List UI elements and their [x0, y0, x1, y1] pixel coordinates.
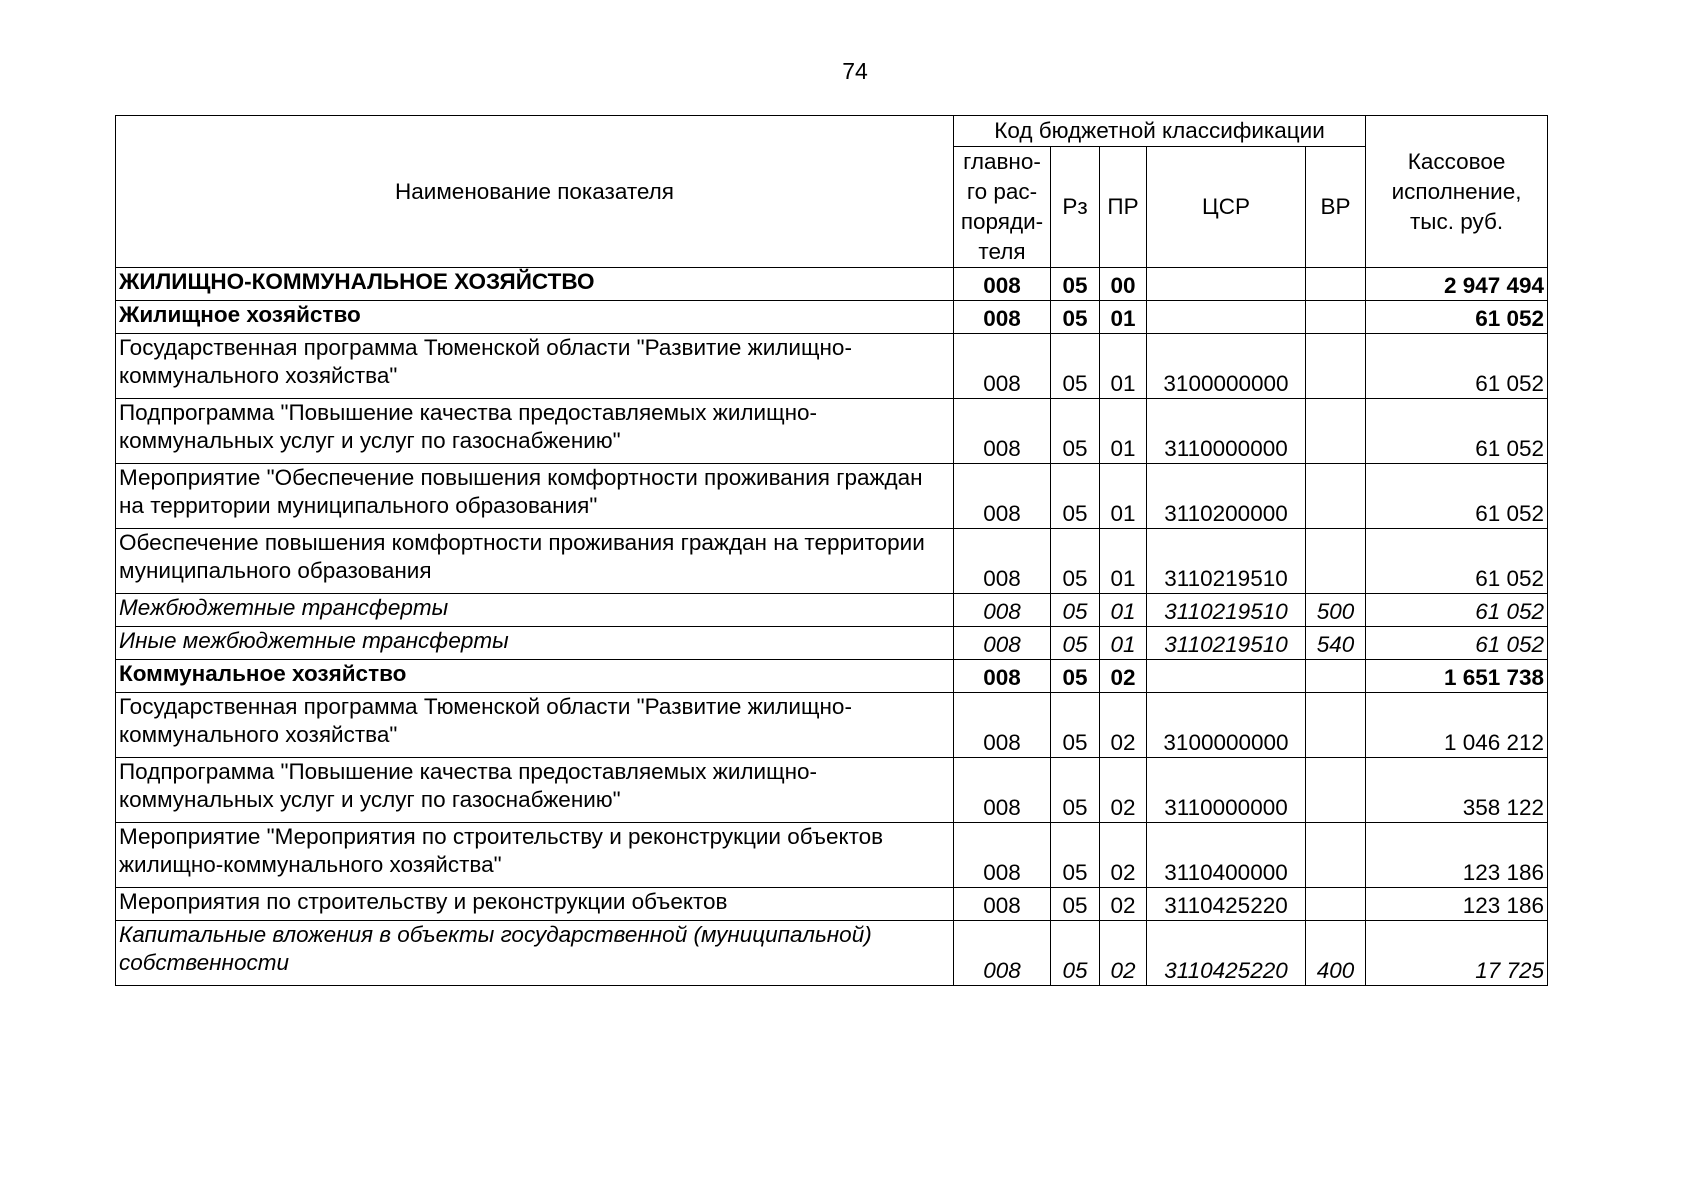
cell-sum: 61 052: [1366, 334, 1548, 399]
cell-name: Межбюджетные трансферты: [116, 594, 954, 627]
cell-rz: 05: [1051, 464, 1100, 529]
cell-sum: 17 725: [1366, 921, 1548, 986]
cell-csr: [1147, 301, 1306, 334]
table-row: [116, 627, 1548, 660]
cell-csr: 3110425220: [1147, 888, 1306, 921]
cell-gr: 008: [954, 399, 1051, 464]
cell-pr: 01: [1100, 399, 1147, 464]
cell-name: Мероприятие "Мероприятия по строительству и реконструкции объектов жилищно-коммунального хозяйства": [116, 823, 954, 888]
cell-sum: 61 052: [1366, 529, 1548, 594]
cell-vr: [1306, 268, 1366, 301]
cell-vr: [1306, 301, 1366, 334]
table-row: [116, 301, 1548, 334]
cell-pr: 01: [1100, 627, 1147, 660]
cell-gr: 008: [954, 268, 1051, 301]
table-row: [116, 268, 1548, 301]
cell-pr: 02: [1100, 693, 1147, 758]
table-body: [116, 268, 1548, 986]
header-rz: Рз: [1051, 147, 1100, 268]
header-sum: [1366, 116, 1548, 268]
cell-gr: 008: [954, 823, 1051, 888]
cell-vr: [1306, 888, 1366, 921]
cell-rz: 05: [1051, 921, 1100, 986]
cell-gr: 008: [954, 334, 1051, 399]
table-row: [116, 660, 1548, 693]
cell-vr: [1306, 758, 1366, 823]
cell-name: Коммунальное хозяйство: [116, 660, 954, 693]
cell-name: Подпрограмма "Повышение качества предоставляемых жилищно-коммунальных услуг и услуг по газоснабжению": [116, 758, 954, 823]
cell-csr: 3100000000: [1147, 334, 1306, 399]
cell-rz: 05: [1051, 823, 1100, 888]
cell-gr: 008: [954, 693, 1051, 758]
cell-gr: 008: [954, 627, 1051, 660]
table-row: [116, 888, 1548, 921]
cell-csr: [1147, 268, 1306, 301]
header-gr-line: главно-: [963, 149, 1041, 174]
table-row: [116, 921, 1548, 986]
cell-vr: [1306, 660, 1366, 693]
cell-sum: 1 651 738: [1366, 660, 1548, 693]
cell-name: Подпрограмма "Повышение качества предоставляемых жилищно-коммунальных услуг и услуг по газоснабжению": [116, 399, 954, 464]
cell-sum: 1 046 212: [1366, 693, 1548, 758]
cell-csr: 3110000000: [1147, 399, 1306, 464]
cell-name: Государственная программа Тюменской области "Развитие жилищно-коммунального хозяйства": [116, 693, 954, 758]
cell-rz: 05: [1051, 660, 1100, 693]
cell-pr: 01: [1100, 464, 1147, 529]
header-gr-line: го рас-: [966, 179, 1038, 204]
cell-csr: 3110425220: [1147, 921, 1306, 986]
cell-vr: [1306, 334, 1366, 399]
cell-csr: 3110000000: [1147, 758, 1306, 823]
cell-csr: [1147, 660, 1306, 693]
header-gr-line: теля: [978, 239, 1026, 264]
cell-name: Капитальные вложения в объекты государственной (муниципальной) собственности: [116, 921, 954, 986]
header-gr-line: поряди-: [960, 209, 1044, 234]
cell-sum: 2 947 494: [1366, 268, 1548, 301]
header-sum-line: исполнение,: [1391, 178, 1522, 204]
cell-rz: 05: [1051, 888, 1100, 921]
table-row: [116, 464, 1548, 529]
page-number: 74: [842, 58, 868, 84]
cell-vr: 540: [1306, 627, 1366, 660]
cell-csr: 3110219510: [1147, 594, 1306, 627]
cell-name: Мероприятие "Обеспечение повышения комфортности проживания граждан на территории муниципального образования": [116, 464, 954, 529]
budget-table: [115, 115, 1548, 986]
header-sum-line: Кассовое: [1407, 148, 1506, 174]
cell-sum: 61 052: [1366, 627, 1548, 660]
cell-rz: 05: [1051, 301, 1100, 334]
cell-sum: 61 052: [1366, 464, 1548, 529]
cell-rz: 05: [1051, 758, 1100, 823]
cell-rz: 05: [1051, 399, 1100, 464]
cell-pr: 01: [1100, 594, 1147, 627]
table-row: [116, 399, 1548, 464]
cell-vr: [1306, 464, 1366, 529]
cell-rz: 05: [1051, 594, 1100, 627]
cell-gr: 008: [954, 301, 1051, 334]
cell-gr: 008: [954, 464, 1051, 529]
table-row: [116, 693, 1548, 758]
cell-gr: 008: [954, 758, 1051, 823]
cell-pr: 02: [1100, 660, 1147, 693]
cell-name: Обеспечение повышения комфортности проживания граждан на территории муниципального образования: [116, 529, 954, 594]
cell-sum: 358 122: [1366, 758, 1548, 823]
cell-pr: 01: [1100, 334, 1147, 399]
header-pr: ПР: [1100, 147, 1147, 268]
cell-vr: [1306, 399, 1366, 464]
cell-sum: 61 052: [1366, 399, 1548, 464]
cell-rz: 05: [1051, 268, 1100, 301]
cell-pr: 00: [1100, 268, 1147, 301]
cell-sum: 61 052: [1366, 594, 1548, 627]
table-row: [116, 529, 1548, 594]
table-row: [116, 594, 1548, 627]
cell-sum: 123 186: [1366, 823, 1548, 888]
cell-csr: 3110219510: [1147, 627, 1306, 660]
cell-vr: [1306, 693, 1366, 758]
cell-name: Мероприятия по строительству и реконструкции объектов: [116, 888, 954, 921]
cell-name: Государственная программа Тюменской области "Развитие жилищно-коммунального хозяйства": [116, 334, 954, 399]
cell-rz: 05: [1051, 627, 1100, 660]
header-code-group: Код бюджетной классификации: [954, 116, 1366, 147]
cell-pr: 01: [1100, 301, 1147, 334]
cell-gr: 008: [954, 594, 1051, 627]
header-name: Наименование показателя: [116, 116, 954, 268]
table-row: [116, 823, 1548, 888]
cell-gr: 008: [954, 660, 1051, 693]
cell-rz: 05: [1051, 334, 1100, 399]
cell-csr: 3110219510: [1147, 529, 1306, 594]
cell-pr: 02: [1100, 921, 1147, 986]
header-vr: ВР: [1306, 147, 1366, 268]
cell-sum: 61 052: [1366, 301, 1548, 334]
cell-pr: 01: [1100, 529, 1147, 594]
cell-gr: 008: [954, 529, 1051, 594]
cell-pr: 02: [1100, 758, 1147, 823]
cell-name: Иные межбюджетные трансферты: [116, 627, 954, 660]
cell-gr: 008: [954, 921, 1051, 986]
cell-sum: 123 186: [1366, 888, 1548, 921]
header-gr: [954, 147, 1051, 268]
table-row: [116, 334, 1548, 399]
header-sum-line: тыс. руб.: [1409, 208, 1504, 234]
table-header: [116, 116, 1548, 268]
table-row: [116, 758, 1548, 823]
cell-pr: 02: [1100, 888, 1147, 921]
cell-csr: 3100000000: [1147, 693, 1306, 758]
cell-vr: [1306, 529, 1366, 594]
cell-vr: 500: [1306, 594, 1366, 627]
cell-gr: 008: [954, 888, 1051, 921]
header-csr: ЦСР: [1147, 147, 1306, 268]
cell-pr: 02: [1100, 823, 1147, 888]
cell-name: ЖИЛИЩНО-КОММУНАЛЬНОЕ ХОЗЯЙСТВО: [116, 268, 954, 301]
cell-rz: 05: [1051, 693, 1100, 758]
cell-csr: 3110200000: [1147, 464, 1306, 529]
cell-name: Жилищное хозяйство: [116, 301, 954, 334]
cell-csr: 3110400000: [1147, 823, 1306, 888]
cell-vr: [1306, 823, 1366, 888]
cell-vr: 400: [1306, 921, 1366, 986]
cell-rz: 05: [1051, 529, 1100, 594]
